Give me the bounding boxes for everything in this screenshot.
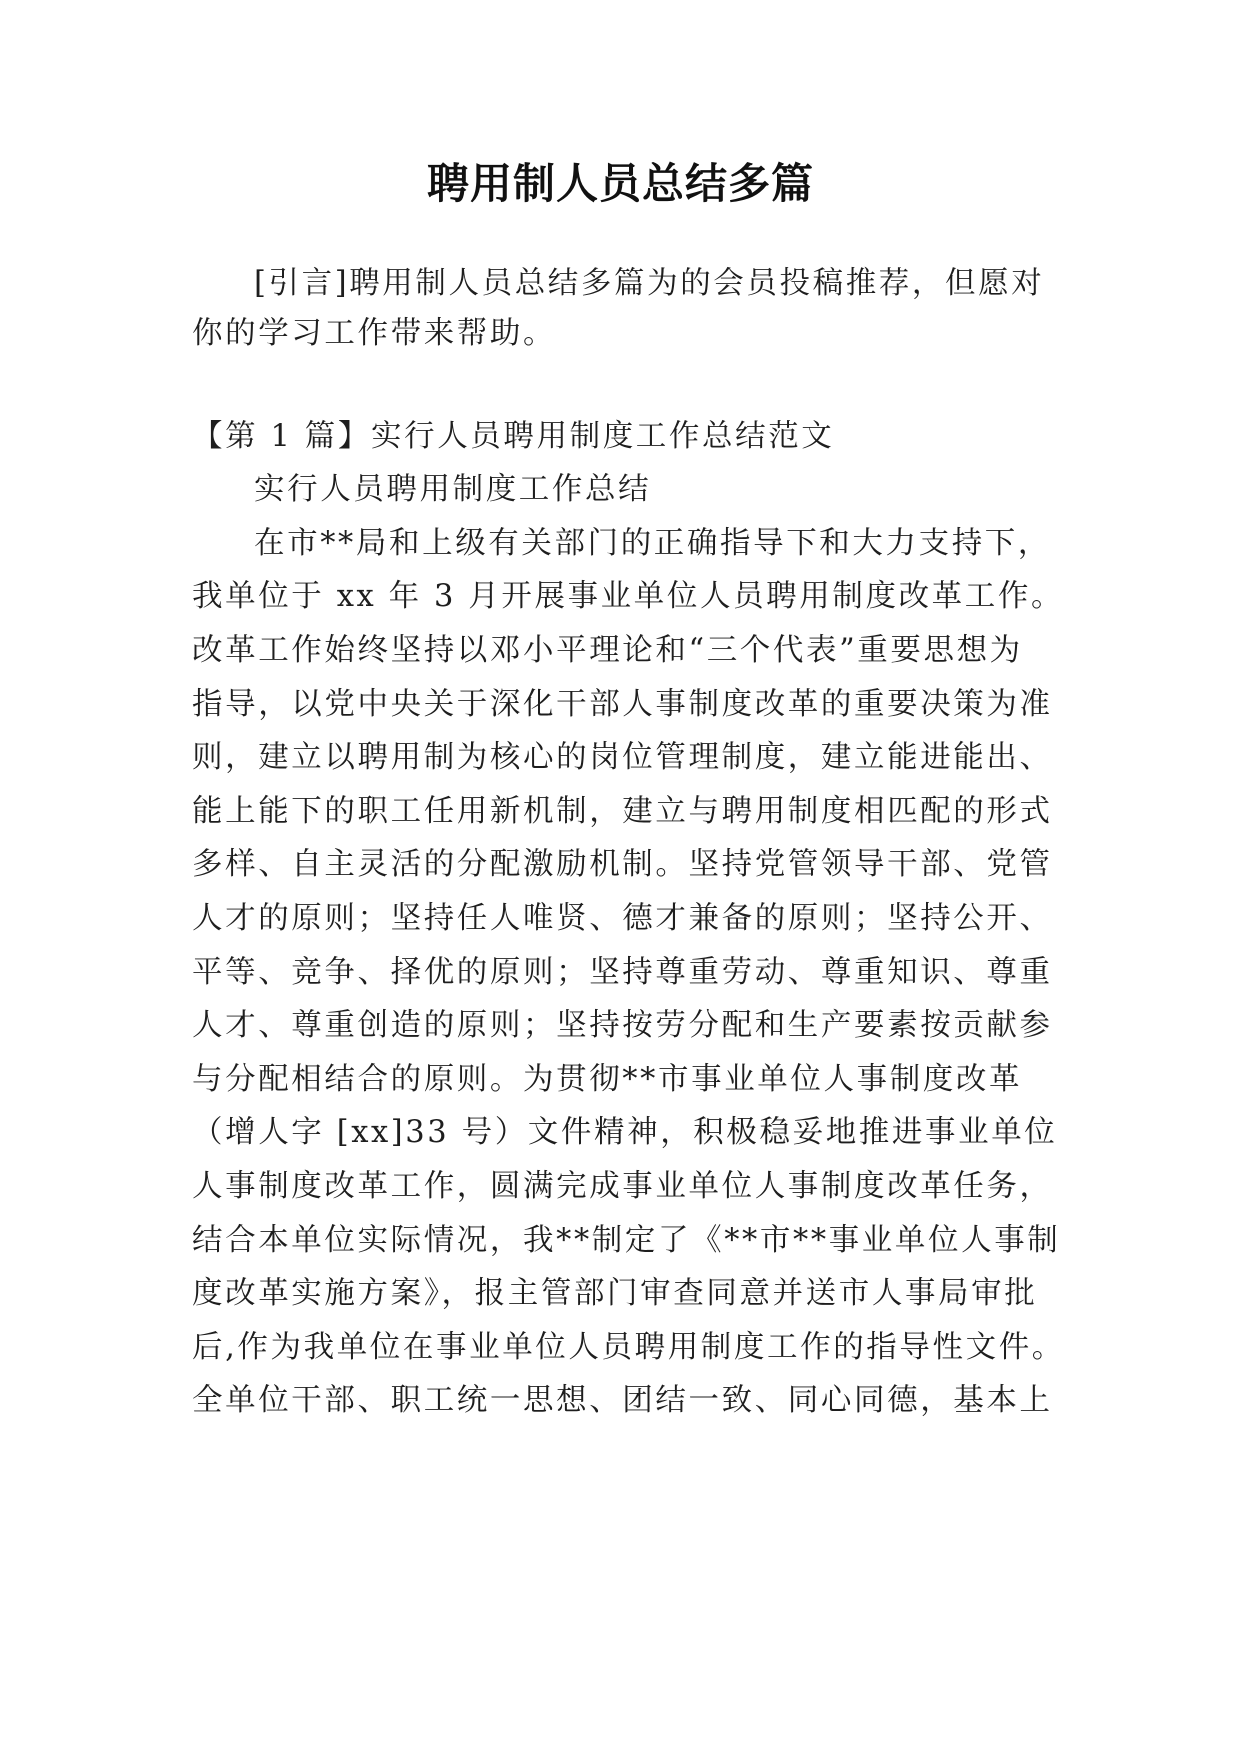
body-line: 多样、自主灵活的分配激励机制。坚持党管领导干部、党管 <box>192 847 1053 882</box>
body-line: 在市**局和上级有关部门的正确指导下和大力支持下， <box>254 526 1051 561</box>
body-line: 平等、竞争、择优的原则；坚持尊重劳动、尊重知识、尊重 <box>192 955 1053 990</box>
document-title: 聘用制人员总结多篇 <box>426 159 814 208</box>
body-line: 则，建立以聘用制为核心的岗位管理制度，建立能进能出、 <box>192 740 1053 775</box>
intro-line-1: [引言]聘用制人员总结多篇为的会员投稿推荐，但愿对 <box>254 266 1045 301</box>
body-line: 与分配相结合的原则。为贯彻**市事业单位人事制度改革 <box>192 1062 1023 1097</box>
body-line: 后,作为我单位在事业单位人员聘用制度工作的指导性文件。 <box>192 1330 1065 1365</box>
body-line: 人才、尊重创造的原则；坚持按劳分配和生产要素按贡献参 <box>192 1008 1053 1043</box>
body-line: 指导，以党中央关于深化干部人事制度改革的重要决策为准 <box>192 687 1053 722</box>
body-line: 改革工作始终坚持以邓小平理论和“三个代表”重要思想为 <box>192 633 1023 668</box>
intro-line-2: 你的学习工作带来帮助。 <box>192 316 557 351</box>
section-subtitle: 实行人员聘用制度工作总结 <box>254 472 652 507</box>
section-heading: 【第 1 篇】实行人员聘用制度工作总结范文 <box>192 419 835 454</box>
body-line: 人事制度改革工作，圆满完成事业单位人事制度改革任务， <box>192 1169 1053 1204</box>
body-line: 全单位干部、职工统一思想、团结一致、同心同德，基本上 <box>192 1383 1053 1418</box>
body-line: 结合本单位实际情况，我**制定了《**市**事业单位人事制 <box>192 1223 1061 1258</box>
body-line: 能上能下的职工任用新机制，建立与聘用制度相匹配的形式 <box>192 794 1053 829</box>
body-line: （增人字 [xx]33 号）文件精神，积极稳妥地推进事业单位 <box>192 1115 1058 1150</box>
body-line: 我单位于 xx 年 3 月开展事业单位人员聘用制度改革工作。 <box>192 579 1065 614</box>
body-line: 度改革实施方案》，报主管部门审查同意并送市人事局审批 <box>192 1276 1038 1311</box>
body-line: 人才的原则；坚持任人唯贤、德才兼备的原则；坚持公开、 <box>192 901 1053 936</box>
